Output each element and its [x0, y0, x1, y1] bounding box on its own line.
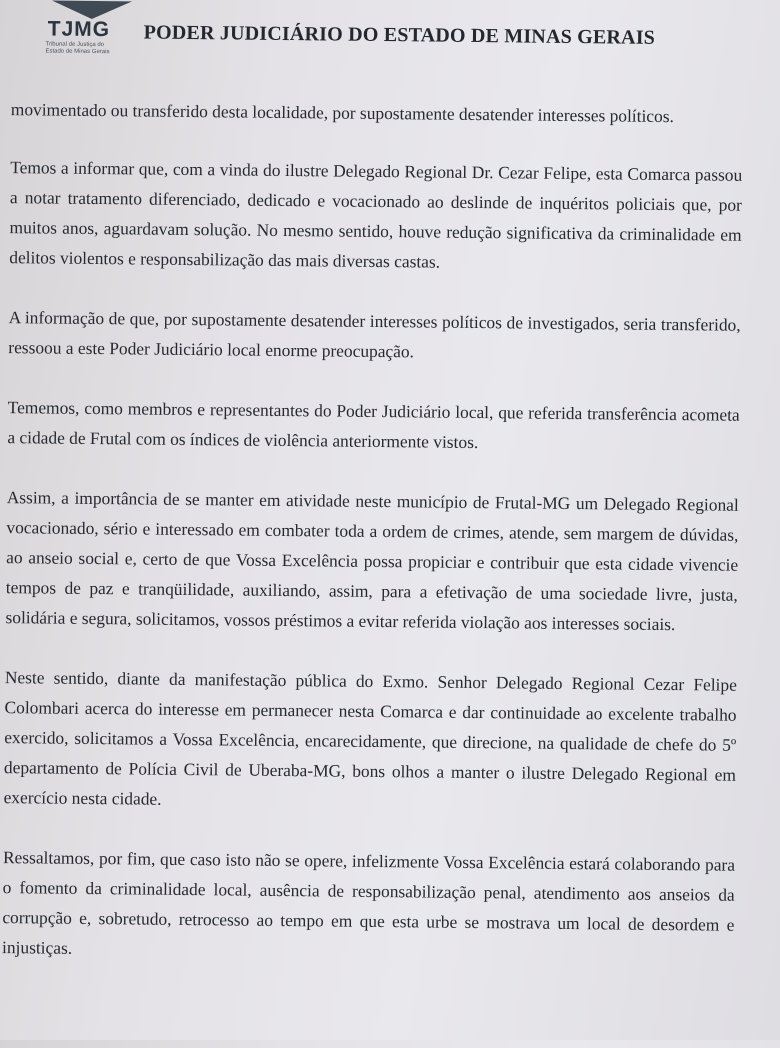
- paragraph-conclusion: Ressaltamos, por fim, que caso isto não se opere, infelizmente Vossa Excelência estará colaborando para o fomento da criminalidade local, ausência de responsabilização penal, atendimento aos anseios da corrupção e, sobretudo, retrocesso ao tempo em que esta urbe se mostrava um local de desordem e injustiças.: [1, 847, 736, 958]
- paragraph-continued: movimentado ou transferido desta localidade, por supostamente desatender interesses políticos.: [10, 99, 675, 127]
- paragraph-request: Neste sentido, diante da manifestação pública do Exmo. Senhor Delegado Regional Cezar Felipe Colombari acerca do interesse em permanecer nesta Comarca e dar continuidade ao excelente trabalho exercido, solicitamos a Vossa Excelência, encarecidamente, que direcione, na qualidade de chefe do 5º departamento de Polícia Civil de Uberaba-MG, bons olhos a manter o ilustre Delegado Regional em exercício nesta cidade.: [3, 667, 737, 809]
- logo-subtitle-line1: Tribunal de Justiça do: [45, 41, 105, 49]
- paragraph-delegado-arrival: Temos a informar que, com a vinda do ilustre Delegado Regional Dr. Cezar Felipe, esta Comarca passou a notar tratamento diferenciado, dedicado e vocacionado ao deslinde de inquéritos policiais que, por muitos anos, aguardavam solução. No mesmo sentido, houve redução significativa da criminalidade em delitos violentos e responsabilização das mais diversas castas.: [9, 157, 743, 272]
- paragraph-importance: Assim, a importância de se manter em atividade neste município de Frutal-MG um Delegado Regional vocacionado, sério e interessado em combater toda a ordem de crimes, atende, sem margem de dúvidas, ao anseio social e, certo de que Vossa Excelência possa propiciar e contribuir que esta cidade vivencie tempos de paz e tranqüilidade, auxiliando, assim, para a efetivação de uma sociedade livre, justa, solidária e segura, solicitamos, vossos préstimos a evitar referida violação aos interesses sociais.: [5, 487, 739, 635]
- tjmg-logo: [37, 0, 142, 61]
- paragraph-fear-violence: Tememos, como membros e representantes do Poder Judiciário local, que referida transferência acometa a cidade de Frutal com os índices de violência anteriormente vistos.: [7, 397, 740, 453]
- logo-abbreviation: TJMG: [47, 17, 111, 42]
- paragraph-transfer-concern: A informação de que, por supostamente desatender interesses políticos de investigados, seria transferido, ressoou a este Poder Judiciário local enorme preocupação.: [8, 307, 741, 362]
- court-title: PODER JUDICIÁRIO DO ESTADO DE MINAS GERAIS: [143, 21, 656, 49]
- logo-roof-shape: [52, 1, 132, 20]
- logo-subtitle-line2: Estado de Minas Gerais: [45, 48, 110, 56]
- letterhead: [37, 0, 758, 70]
- letter-body: [2, 94, 743, 970]
